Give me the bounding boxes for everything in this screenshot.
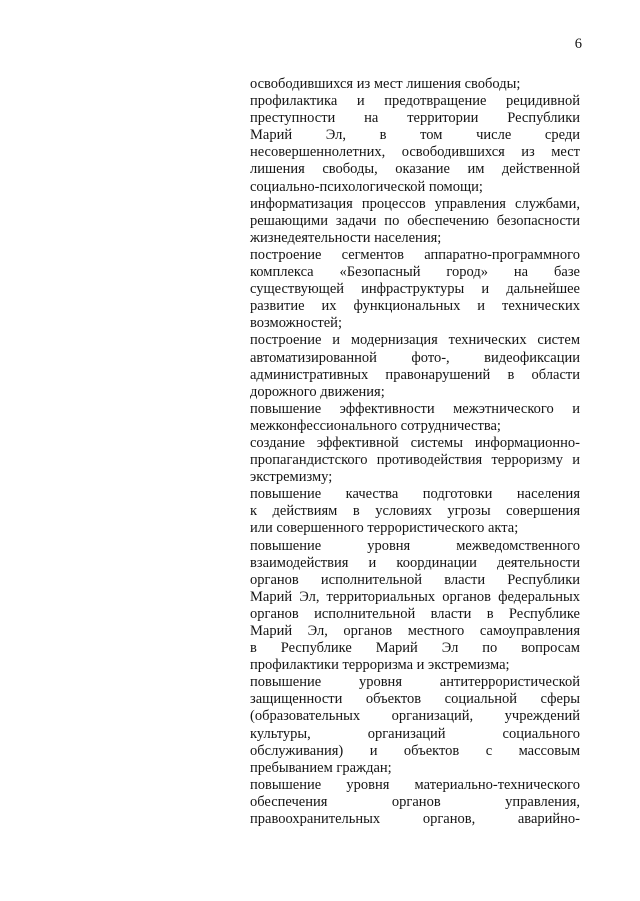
text-line: освободившихся из мест лишения свободы; bbox=[250, 76, 521, 92]
text-line: Марий Эл, в том числе среди bbox=[250, 127, 580, 144]
paragraph bbox=[250, 247, 580, 332]
paragraph bbox=[250, 401, 580, 435]
paragraph bbox=[250, 538, 580, 675]
text-line: культуры, организаций социального bbox=[250, 725, 580, 742]
paragraph bbox=[250, 777, 580, 828]
text-line: взаимодействия и координации деятельности bbox=[250, 554, 580, 571]
text-line: органов исполнительной власти Республики bbox=[250, 571, 580, 588]
paragraph bbox=[250, 435, 580, 486]
text-line: существующей инфраструктуры и дальнейшее bbox=[250, 281, 580, 298]
text-line: в Республике Марий Эл по вопросам bbox=[250, 640, 580, 657]
text-line: обслуживания) и объектов с массовым bbox=[250, 742, 580, 759]
text-line: построение сегментов аппаратно-программного bbox=[250, 246, 580, 263]
text-line: (образовательных организаций, учреждений bbox=[250, 708, 580, 725]
text-line: правоохранительных органов, аварийно- bbox=[250, 811, 580, 828]
text-line: построение и модернизация технических систем bbox=[250, 332, 580, 349]
paragraph bbox=[250, 332, 580, 400]
text-line: обеспечения органов управления, bbox=[250, 793, 580, 810]
text-line: решающими задачи по обеспечению безопасности bbox=[250, 212, 580, 229]
text-line: дорожного движения; bbox=[250, 383, 385, 400]
text-line: жизнедеятельности населения; bbox=[250, 229, 442, 246]
text-line: создание эффективной системы информационно- bbox=[250, 434, 580, 451]
text-line: повышение уровня межведомственного bbox=[250, 537, 580, 554]
text-line: информатизация процессов управления службами, bbox=[250, 195, 580, 212]
text-line: административных правонарушений в области bbox=[250, 366, 580, 383]
text-line: возможностей; bbox=[250, 315, 342, 332]
text-line: повышение эффективности межэтнического и bbox=[250, 400, 580, 417]
text-line: автоматизированной фото-, видеофиксации bbox=[250, 349, 580, 366]
paragraph bbox=[250, 76, 580, 93]
text-line: защищенности объектов социальной сферы bbox=[250, 691, 580, 708]
body-text bbox=[250, 76, 580, 828]
text-line: повышение уровня материально-технического bbox=[250, 776, 580, 793]
text-line: экстремизму; bbox=[250, 469, 333, 486]
text-line: несовершеннолетних, освободившихся из мест bbox=[250, 144, 580, 161]
page-number: 6 bbox=[574, 36, 582, 52]
text-line: профилактика и предотвращение рецидивной bbox=[250, 93, 580, 110]
paragraph bbox=[250, 196, 580, 247]
text-line: лишения свободы, оказание им действенной bbox=[250, 161, 580, 178]
text-line: органов исполнительной власти в Республике bbox=[250, 605, 580, 622]
paragraph bbox=[250, 674, 580, 777]
text-line: пребыванием граждан; bbox=[250, 759, 392, 776]
paragraph bbox=[250, 93, 580, 196]
text-line: повышение уровня антитеррористической bbox=[250, 674, 580, 691]
text-line: или совершенного террористического акта; bbox=[250, 520, 519, 537]
text-line: социально-психологической помощи; bbox=[250, 178, 483, 195]
text-line: Марий Эл, территориальных органов федеральных bbox=[250, 588, 580, 605]
text-line: Марий Эл, органов местного самоуправления bbox=[250, 623, 580, 639]
text-line: повышение качества подготовки населения bbox=[250, 486, 580, 503]
text-line: к действиям в условиях угрозы совершения bbox=[250, 503, 580, 520]
paragraph bbox=[250, 486, 580, 537]
text-line: пропагандистского противодействия терроризму и bbox=[250, 452, 580, 469]
text-line: профилактики терроризма и экстремизма; bbox=[250, 657, 510, 674]
text-line: развитие их функциональных и технических bbox=[250, 298, 580, 315]
text-line: межконфессионального сотрудничества; bbox=[250, 417, 501, 434]
text-line: комплекса «Безопасный город» на базе bbox=[250, 264, 580, 281]
text-line: преступности на территории Республики bbox=[250, 110, 580, 127]
